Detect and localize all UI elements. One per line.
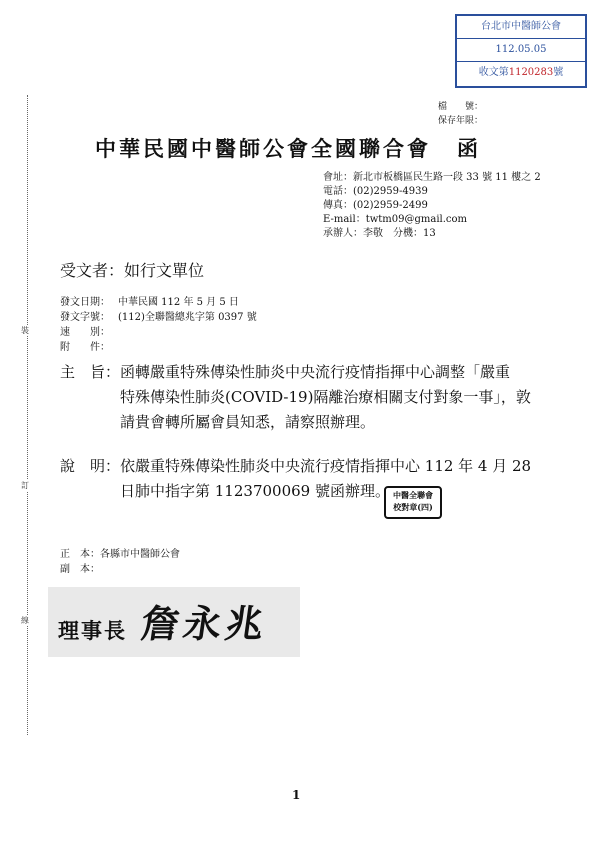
received-stamp [455, 14, 587, 88]
chairman-signature [48, 587, 300, 657]
subject-label: 主 旨： [60, 363, 121, 381]
signature-name: 詹永兆 [138, 601, 271, 646]
contact-phone: 電話：(02)2959-4939 [323, 186, 428, 197]
margin-mark-line: 線 [21, 616, 29, 625]
document-number: 發文字號： (112)全聯醫總兆字第 0397 號 [60, 312, 257, 323]
contact-address: 會址：新北市板橋區民生路一段 33 號 11 樓之 2 [323, 172, 541, 183]
contact-block [323, 171, 541, 241]
contact-email: E-mail：twtm09@gmail.com [323, 214, 468, 225]
binding-line [27, 95, 28, 735]
document-type: 函 [457, 136, 481, 161]
contact-handler: 承辦人：李敬 分機：13 [323, 228, 436, 239]
issuer-name: 中華民國中醫師公會全國聯合會 [95, 136, 431, 161]
page-number: 1 [292, 788, 301, 802]
urgency: 速 別： [60, 327, 110, 338]
main-recipient: 正 本：各縣市中醫師公會 [60, 549, 180, 560]
retention-period-label: 保存年限： [438, 116, 484, 126]
explanation-text: 依嚴重特殊傳染性肺炎中央流行疫情指揮中心 112 年 4 月 28 日肺中指字第 1123700069 號函辦理。 [120, 457, 532, 500]
subject-text: 函轉嚴重特殊傳染性肺炎中央流行疫情指揮中心調整「嚴重 特殊傳染性肺炎(COVID-19)隔離治療相關支付對象一事」，敦 請貴會轉所屬會員知悉，請察照辦理。 [120, 363, 531, 431]
stamp-org: 台北市中醫師公會 [457, 16, 585, 39]
proofreading-seal: 中醫全聯會 校對章(四) [384, 486, 442, 519]
copy-recipient: 副 本： [60, 564, 100, 575]
margin-mark-staple: 訂 [21, 481, 29, 490]
recipient: 受文者：如行文單位 [60, 261, 205, 280]
attachments: 附 件： [60, 342, 110, 353]
stamp-date: 112.05.05 [457, 39, 585, 62]
archive-number-label: 檔 號： [438, 102, 484, 112]
signature-title: 理事長 [58, 619, 127, 643]
explanation-label: 說 明： [60, 457, 121, 475]
stamp-receipt: 收文第1120283號 [478, 67, 564, 78]
document-title [95, 133, 481, 163]
stamp-receipt-number: 1120283 [508, 67, 554, 78]
issue-date: 發文日期： 中華民國 112 年 5 月 5 日 [60, 297, 239, 308]
contact-fax: 傳真：(02)2959-2499 [323, 200, 428, 211]
margin-mark-bind: 裝 [21, 326, 29, 335]
